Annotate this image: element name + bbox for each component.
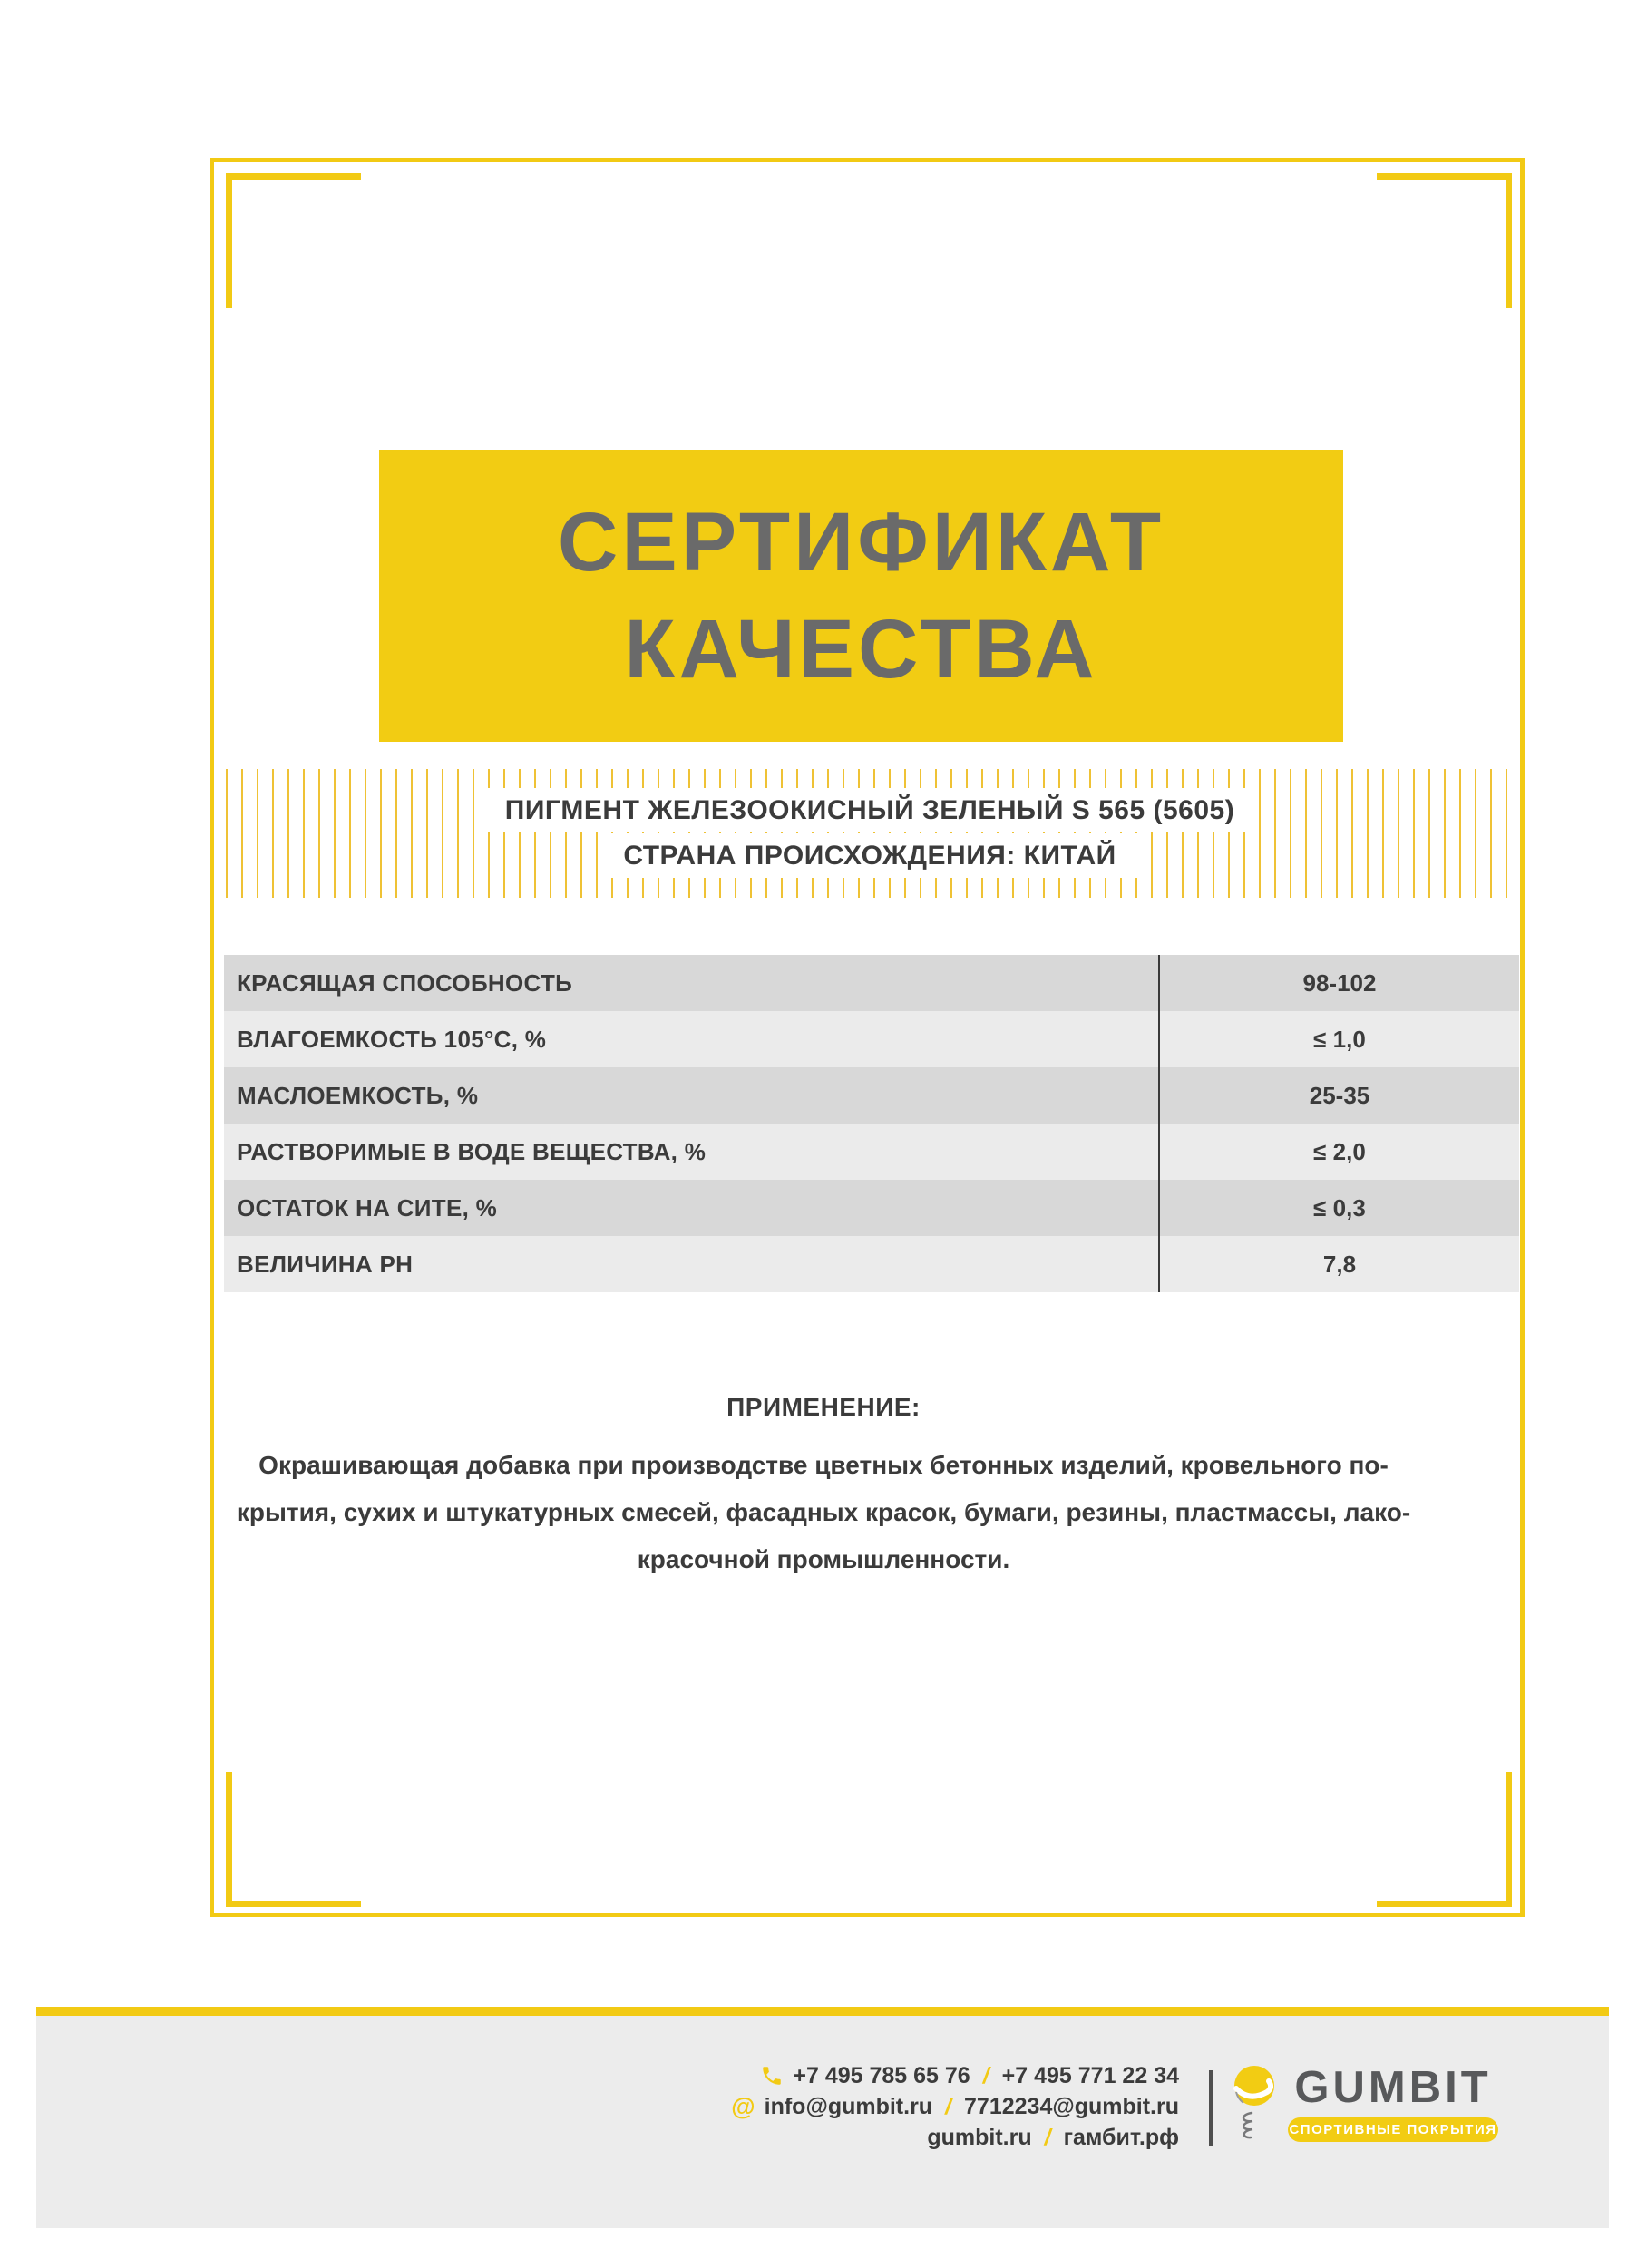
website-2: гамбит.рф: [1063, 2124, 1179, 2150]
footer-accent-bar: [36, 2007, 1609, 2016]
gumbit-wordmark: GUMBIT: [1294, 2063, 1492, 2112]
property-label: ВЛАГОЕМКОСТЬ 105°С, %: [237, 1025, 547, 1053]
page-title-line2: КАЧЕСТВА: [624, 603, 1098, 696]
footer-divider: [1209, 2070, 1213, 2146]
separator-slash: /: [945, 2093, 952, 2119]
property-label: КРАСЯЩАЯ СПОСОБНОСТЬ: [237, 969, 573, 997]
property-value: 25-35: [1158, 1067, 1519, 1124]
product-name: ПИГМЕНТ ЖЕЛЕЗООКИСНЫЙ ЗЕЛЕНЫЙ S 565 (5605): [482, 788, 1258, 832]
property-value: ≤ 0,3: [1158, 1180, 1519, 1236]
application-section: [0, 1393, 1647, 1583]
table-row: [224, 1180, 1519, 1236]
table-row: [224, 1011, 1519, 1067]
title-banner: [379, 450, 1343, 742]
application-text-line: Окрашивающая добавка при производстве цветных бетонных изделий, кровельного по-: [258, 1451, 1389, 1479]
application-heading: ПРИМЕНЕНИЕ:: [726, 1393, 921, 1421]
property-label: ОСТАТОК НА СИТЕ, %: [237, 1193, 498, 1222]
table-row: [224, 1067, 1519, 1124]
gumbit-tagline-badge: СПОРТИВНЫЕ ПОКРЫТИЯ: [1288, 2117, 1498, 2142]
corner-decoration-top-left: [226, 173, 361, 308]
table-row: [224, 1236, 1519, 1292]
property-label: МАСЛОЕМКОСТЬ, %: [237, 1081, 479, 1109]
corner-decoration-bottom-left: [226, 1772, 361, 1907]
gumbit-logo: [1232, 2064, 1498, 2154]
application-text-line: красочной промышленности.: [637, 1545, 1010, 1573]
gumbit-logo-text-block: [1288, 2064, 1498, 2142]
contact-block: [731, 2060, 1179, 2153]
table-row: [224, 955, 1519, 1011]
corner-decoration-bottom-right: [1377, 1772, 1512, 1907]
phone-number-1: +7 495 785 65 76: [793, 2062, 970, 2088]
corner-decoration-top-right: [1377, 173, 1512, 308]
contact-sites-line: [731, 2122, 1179, 2153]
pinstripe-band: [226, 769, 1514, 898]
application-text-line: крытия, сухих и штукатурных смесей, фасадных красок, бумаги, резины, пластмассы, лако-: [236, 1498, 1411, 1526]
properties-table: [224, 955, 1519, 1292]
product-origin-line: [599, 841, 1139, 871]
property-label: ВЕЛИЧИНА РН: [237, 1250, 414, 1278]
property-value: ≤ 1,0: [1158, 1011, 1519, 1067]
phone-icon: [760, 2064, 784, 2088]
property-value: ≤ 2,0: [1158, 1124, 1519, 1180]
property-value: 7,8: [1158, 1236, 1519, 1292]
email-1: info@gumbit.ru: [764, 2093, 933, 2119]
website-1: gumbit.ru: [927, 2124, 1032, 2150]
property-value: 98-102: [1158, 955, 1519, 1011]
contact-phones-line: [731, 2060, 1179, 2091]
contact-emails-line: [731, 2091, 1179, 2122]
separator-slash: /: [1044, 2124, 1051, 2150]
product-origin: СТРАНА ПРОИСХОЖДЕНИЯ: КИТАЙ: [599, 833, 1139, 878]
gumbit-logo-icon: [1232, 2064, 1279, 2154]
page-title-line1: СЕРТИФИКАТ: [557, 496, 1165, 589]
table-row: [224, 1124, 1519, 1180]
at-icon: @: [731, 2092, 755, 2120]
email-2: 7712234@gumbit.ru: [964, 2093, 1179, 2119]
product-name-line: [482, 795, 1258, 826]
phone-number-2: +7 495 771 22 34: [1001, 2062, 1179, 2088]
separator-slash: /: [982, 2062, 989, 2088]
property-label: РАСТВОРИМЫЕ В ВОДЕ ВЕЩЕСТВА, %: [237, 1137, 707, 1165]
